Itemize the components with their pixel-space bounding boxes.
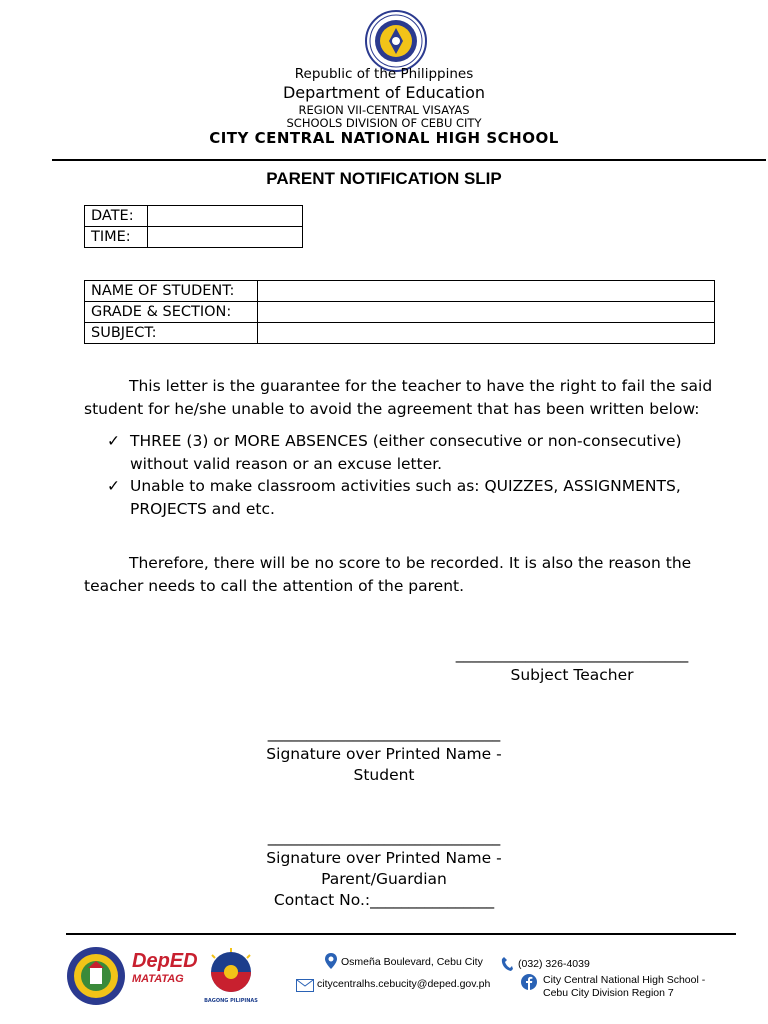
table-row [85, 302, 715, 323]
location-pin-icon [324, 953, 338, 973]
facebook-icon [521, 974, 537, 994]
teacher-signature-label: Subject Teacher [510, 666, 634, 684]
checkmark-icon: ✓ [107, 477, 120, 495]
phone-icon [501, 956, 513, 975]
student-signature-block [264, 723, 504, 786]
student-signature-label: Signature over Printed Name - [266, 745, 502, 763]
table-row [85, 281, 715, 302]
deped-matatag-logo [132, 950, 198, 1000]
contact-number-field[interactable]: Contact No.:________________ [273, 891, 495, 909]
footer-facebook[interactable] [543, 974, 705, 1000]
paragraph-guarantee [84, 375, 734, 421]
header-republic: Republic of the Philippines [294, 66, 474, 82]
paragraph-therefore [84, 552, 734, 598]
footer-divider [66, 933, 736, 935]
student-name-label: NAME OF STUDENT: [85, 281, 258, 302]
document-title: PARENT NOTIFICATION SLIP [266, 169, 502, 188]
date-time-table [84, 205, 303, 248]
header-division: SCHOOLS DIVISION OF CEBU CITY [286, 116, 482, 130]
paragraph-line: This letter is the guarantee for the teacher to have the right to fail the said [129, 377, 713, 395]
student-info-table [84, 280, 715, 344]
subject-label: SUBJECT: [85, 323, 258, 344]
date-label: DATE: [85, 206, 148, 227]
footer-address: Osmeña Boulevard, Cebu City [341, 956, 483, 968]
grade-section-field[interactable] [258, 302, 715, 323]
footer-email[interactable]: citycentralhs.cebucity@deped.gov.ph [317, 978, 491, 990]
footer-facebook-line: City Central National High School - [543, 974, 706, 986]
parent-signature-block [264, 827, 504, 911]
student-signature-line[interactable]: ______________________________ [267, 724, 501, 742]
time-label: TIME: [85, 227, 148, 248]
checklist-line: PROJECTS and etc. [130, 500, 275, 518]
header-school-name: CITY CENTRAL NATIONAL HIGH SCHOOL [209, 129, 559, 147]
grade-section-label: GRADE & SECTION: [85, 302, 258, 323]
checklist-line: Unable to make classroom activities such as: QUIZZES, ASSIGNMENTS, [130, 477, 681, 495]
bagong-pilipinas-text: BAGONG PILIPINAS [204, 998, 258, 1004]
date-field[interactable] [148, 206, 303, 227]
checklist-item [107, 430, 730, 476]
deped-seal-logo [365, 10, 427, 72]
matatag-logo-text: MATATAG [132, 973, 184, 985]
header-department: Department of Education [282, 83, 486, 102]
paragraph-line: teacher needs to call the attention of the parent. [84, 577, 465, 595]
subject-field[interactable] [258, 323, 715, 344]
parent-signature-label: Signature over Printed Name - [266, 849, 502, 867]
time-field[interactable] [148, 227, 303, 248]
checkmark-icon: ✓ [107, 432, 120, 450]
teacher-signature-line[interactable]: ______________________________ [455, 645, 689, 663]
bagong-pilipinas-logo [203, 948, 259, 1004]
header-divider [52, 159, 766, 161]
checklist-item [107, 475, 730, 521]
table-row [85, 206, 303, 227]
footer-facebook-line: Cebu City Division Region 7 [543, 987, 674, 999]
deped-logo-text: DepED [132, 950, 198, 972]
teacher-signature-block [452, 644, 692, 686]
checklist-line: THREE (3) or MORE ABSENCES (either consecutive or non-consecutive) [130, 432, 682, 450]
paragraph-line: Therefore, there will be no score to be recorded. It is also the reason the [129, 554, 692, 572]
school-seal-logo [66, 946, 126, 1006]
footer-phone: (032) 326-4039 [518, 958, 590, 970]
table-row [85, 227, 303, 248]
email-icon [296, 977, 314, 996]
student-signature-label: Student [353, 766, 415, 784]
header-region: REGION VII-CENTRAL VISAYAS [298, 103, 470, 117]
checklist-line: without valid reason or an excuse letter. [130, 455, 443, 473]
paragraph-line: student for he/she unable to avoid the agreement that has been written below: [84, 400, 700, 418]
parent-signature-line[interactable]: ______________________________ [267, 828, 501, 846]
parent-signature-label: Parent/Guardian [321, 870, 447, 888]
table-row [85, 323, 715, 344]
student-name-field[interactable] [258, 281, 715, 302]
